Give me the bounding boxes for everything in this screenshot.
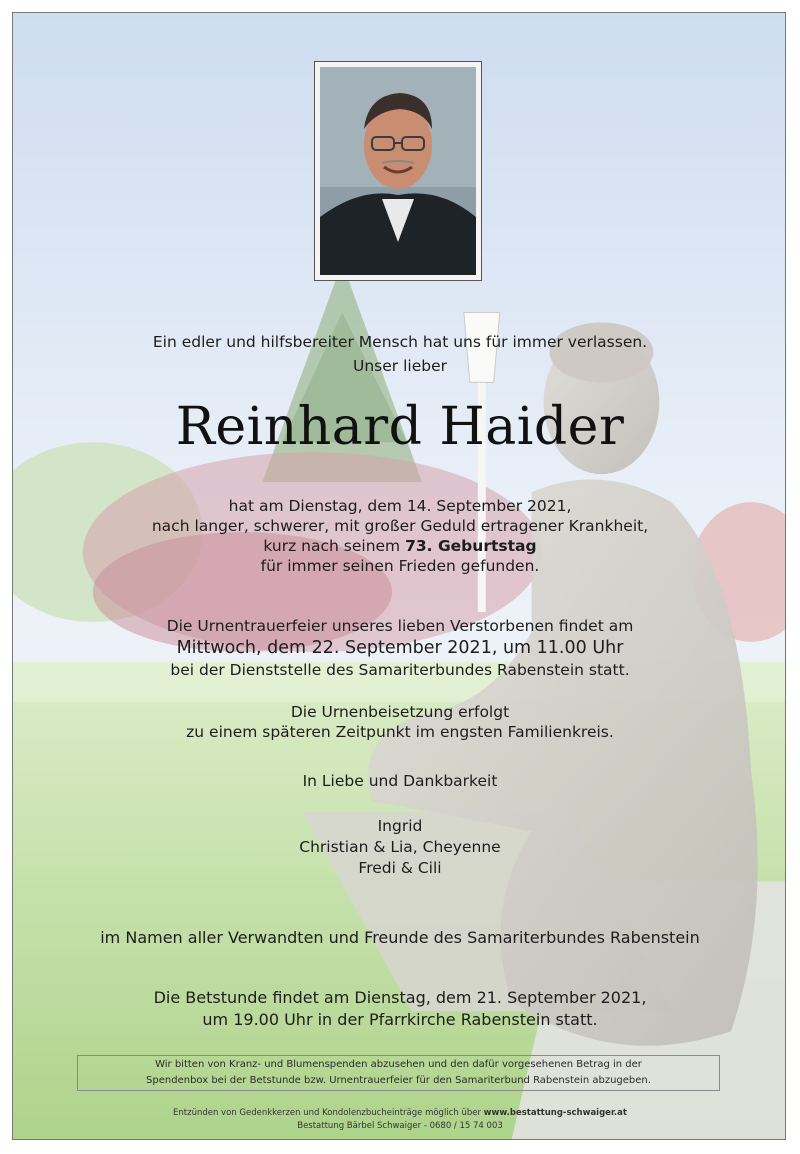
footer-line-1 (0, 1107, 800, 1120)
funeral-home-contact: Bestattung Bärbel Schwaiger - 0680 / 15 74 003 (297, 1121, 503, 1131)
service-date-time: Mittwoch, dem 22. September 2021, um 11.00 Uhr (176, 638, 624, 658)
funeral-home-website-link[interactable]: www.bestattung-schwaiger.at (483, 1108, 627, 1118)
mourner-name: Ingrid (377, 817, 423, 835)
donation-notice-box (77, 1055, 720, 1091)
death-announcement (0, 496, 800, 576)
closing-phrase: In Liebe und Dankbarkeit (302, 772, 498, 790)
burial-line-2: zu einem späteren Zeitpunkt im engsten Familienkreis. (186, 723, 614, 741)
birthday-highlight: 73. Geburtstag (405, 537, 537, 555)
urn-burial-info (0, 702, 800, 742)
notice-line-1: Wir bitten von Kranz- und Blumenspenden abzusehen und den dafür vorgesehenen Betrag in der (155, 1059, 642, 1070)
portrait-frame (314, 61, 482, 281)
prayer-line-2: um 19.00 Uhr in der Pfarrkirche Rabenstein statt. (202, 1010, 598, 1029)
death-line-3-prefix: kurz nach seinem (263, 537, 406, 555)
intro-line-2: Unser lieber (353, 357, 447, 375)
mourner-name: Christian & Lia, Cheyenne (299, 838, 501, 856)
prayer-line-1: Die Betstunde findet am Dienstag, dem 21. September 2021, (153, 988, 647, 1007)
prayer-service-info (0, 987, 800, 1031)
page-border (12, 12, 786, 1140)
deceased-name: Reinhard Haider (175, 397, 625, 457)
mourner-name: Fredi & Cili (358, 859, 442, 877)
death-line-4: für immer seinen Frieden gefunden. (260, 557, 540, 575)
portrait-photo (320, 67, 476, 275)
notice-line-2: Spendenbox bei der Betstunde bzw. Urnentrauerfeier für den Samariterbund Rabenstein abzugeben. (146, 1075, 651, 1086)
service-line-3: bei der Dienststelle des Samariterbundes Rabenstein statt. (170, 661, 630, 679)
intro-line-1: Ein edler und hilfsbereiter Mensch hat uns für immer verlassen. (152, 333, 648, 351)
death-line-2: nach langer, schwerer, mit großer Geduld ertragener Krankheit, (151, 517, 649, 535)
footer (0, 1107, 800, 1133)
service-line-1: Die Urnentrauerfeier unseres lieben Verstorbenen findet am (166, 617, 634, 635)
burial-line-1: Die Urnenbeisetzung erfolgt (290, 703, 510, 721)
death-line-3 (0, 536, 800, 556)
intro-text (0, 330, 800, 378)
death-line-1: hat am Dienstag, dem 14. September 2021, (228, 497, 572, 515)
funeral-service-info (0, 615, 800, 681)
footer-condolence-text: Entzünden von Gedenkkerzen und Kondolenzbucheinträge möglich über (173, 1108, 484, 1118)
mourners-list (0, 816, 800, 879)
relatives-line: im Namen aller Verwandten und Freunde des Samariterbundes Rabenstein (100, 928, 700, 947)
